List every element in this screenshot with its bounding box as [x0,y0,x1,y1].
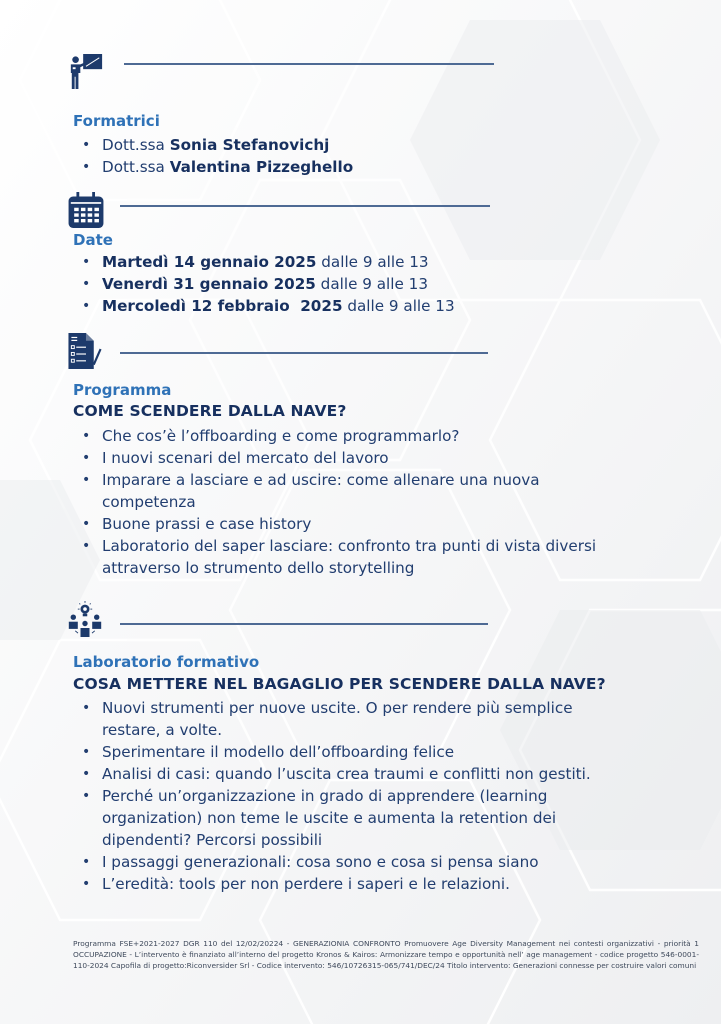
dates-list [78,251,455,317]
list-item: • L’eredità: tools per non perdere i saperi e le relazioni. [78,873,653,895]
checklist-document-icon [67,333,103,369]
list-item: • I passaggi generazionali: cosa sono e cosa si pensa siano [78,851,653,873]
list-item: • Sperimentare il modello dell’offboarding felice [78,741,653,763]
lab-subtitle: COSA METTERE NEL BAGAGLIO PER SCENDERE DALLA NAVE? [73,675,606,693]
trainers-heading: Formatrici [73,112,160,130]
session-time: dalle 9 alle 13 [315,275,428,293]
list-item: • I nuovi scenari del mercato del lavoro [78,447,638,469]
list-item [78,295,455,317]
program-subtitle: COME SCENDERE DALLA NAVE? [73,402,347,420]
list-item: • Imparare a lasciare e ad uscire: come allenare una nuova competenza [78,469,572,513]
section-divider [124,63,494,65]
session-time: dalle 9 alle 13 [342,297,455,315]
session-date: Martedì 14 gennaio 2025 [102,253,317,271]
section-divider [120,352,488,354]
trainer-name: Sonia Stefanovichj [169,136,330,154]
trainer-name: Valentina Pizzeghello [169,158,354,176]
team-idea-icon [67,601,103,637]
list-item: • Laboratorio del saper lasciare: confronto tra punti di vista diversi attraverso lo strumento dello storytelling [78,535,672,579]
list-item: • Che cos’è l’offboarding e come programmarlo? [78,425,638,447]
section-divider [120,205,490,207]
list-item: • Analisi di casi: quando l’uscita crea traumi e conflitti non gestiti. [78,763,653,785]
list-item [78,251,455,273]
program-list [78,425,638,579]
session-time: dalle 9 alle 13 [316,253,429,271]
lab-list [78,697,653,895]
section-divider [120,623,488,625]
list-item: • Dott.ssa Sonia Stefanovichj [78,134,353,156]
list-item: • Dott.ssa Valentina Pizzeghello [78,156,353,178]
program-heading: Programma [73,381,172,399]
trainers-list [78,134,353,178]
session-date: Venerdì 31 gennaio 2025 [102,275,316,293]
list-item [78,273,455,295]
list-item: • Nuovi strumenti per nuove uscite. O per rendere più semplice restare, a volte. [78,697,622,741]
funding-footer: Programma FSE+2021-2027 DGR 110 del 12/02/20224 - GENERAZIONIA CONFRONTO Promuovere Age Diversity Management nei contesti organizzativi - priorità 1 OCCUPAZIONE - L’intervento è finanziato all’interno del progetto Kronos & Kairos: Armonizzare tempo e opportunità nell’ age management - codice progetto 546-0001-110-2024 Capofila di progetto:Riconversider Srl - Codice intervento: 546/10726315-065/741/DEC/24 Titolo intervento: Generazioni connesse per costruire valori comuni [73,939,699,970]
list-item: • Buone prassi e case history [78,513,638,535]
session-date: Mercoledì 12 febbraio 2025 [102,297,343,315]
list-item: • Perché un’organizzazione in grado di apprendere (learning organization) non teme le uscite e aumenta la retention dei dipendenti? Percorsi possibili [78,785,602,851]
dates-heading: Date [73,231,113,249]
presenter-board-icon [68,54,104,90]
calendar-icon [68,192,104,228]
lab-heading: Laboratorio formativo [73,653,260,671]
